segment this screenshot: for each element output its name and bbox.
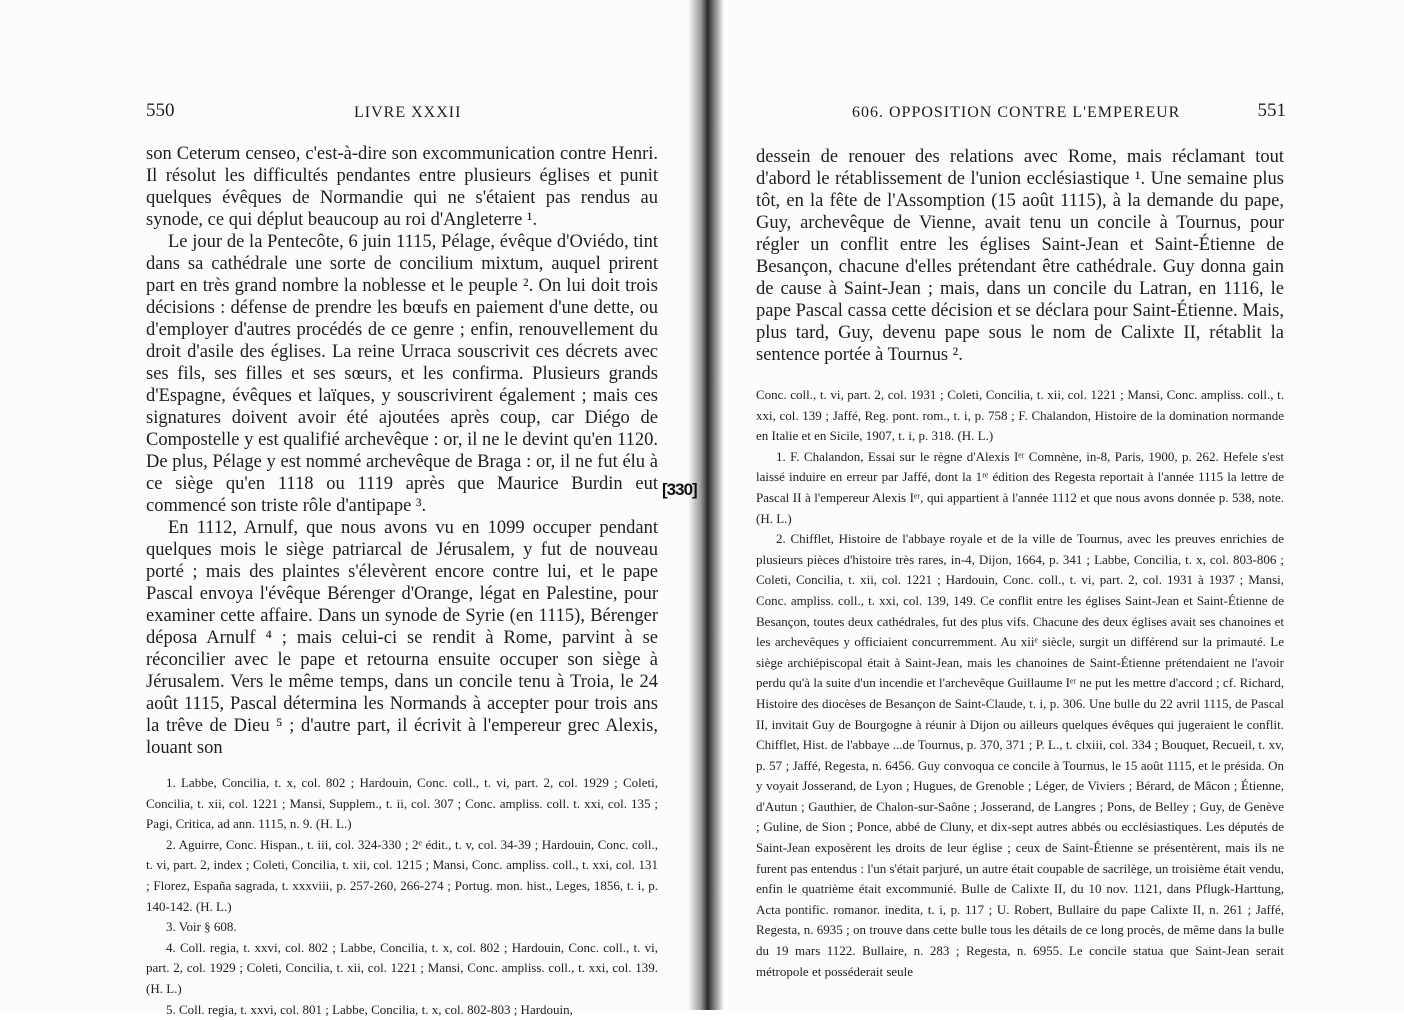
right-footnotes xyxy=(756,385,1284,982)
left-footnotes xyxy=(146,773,658,1020)
right-body-text xyxy=(756,146,1284,366)
right-page-number: 551 xyxy=(1257,100,1286,121)
left-page-number: 550 xyxy=(146,100,175,121)
left-footnote-4: 4. Coll. regia, t. xxvi, col. 802 ; Labbe, Concilia, t. x, col. 802 ; Hardouin, Conc. coll., t. vi, part. 2, col. 1929 ; Coleti, Concilia, t. xii, col. 1221 ; Mansi, Conc. ampliss. coll., t. xxi, col. 139. (H. L.) xyxy=(146,939,658,996)
right-running-title: 606. OPPOSITION CONTRE L'EMPEREUR xyxy=(852,104,1181,121)
left-paragraph-3: En 1112, Arnulf, que nous avons vu en 1099 occuper pendant quelques mois le siège patriarcal de Jérusalem, y fut de nouveau porté ; mais des plaintes s'élevèrent encore contre lui, et le pape Pascal envoya l'évêque Bérenger d'Orange, légat en Palestine, pour examiner cette affaire. Dans un synode de Syrie (en 1115), Bérenger déposa Arnulf ⁴ ; mais celui-ci se rendit à Rome, parvint à se réconcilier avec le pape et retourna ensuite occuper son siège à Jérusalem. Vers le même temps, dans un concile tenu à Troia, le 24 août 1115, Pascal détermina les Normands à accepter pour trois ans la trêve de Dieu ⁵ ; d'autre part, il écrivit à l'empereur grec Alexis, louant son xyxy=(146,518,658,758)
left-footnote-5: 5. Coll. regia, t. xxvi, col. 801 ; Labbe, Concilia, t. x, col. 802-803 ; Hardouin, xyxy=(166,1001,573,1017)
left-page-header xyxy=(146,100,666,126)
book-gutter xyxy=(688,0,724,1010)
left-running-title: LIVRE XXXII xyxy=(354,104,462,121)
left-footnote-2: 2. Aguirre, Conc. Hispan., t. iii, col. 324-330 ; 2ᵉ édit., t. v, col. 34-39 ; Hardouin, Conc. coll., t. vi, part. 2, index ; Coleti, Concilia, t. xii, col. 1215 ; Mansi, Conc. ampliss. coll., t. xxi, col. 131 ; Florez, España sagrada, t. xxxviii, p. 257-260, 266-274 ; Portug. mon. hist., Leges, 1856, t. i, p. 140-142. (H. L.) xyxy=(146,836,658,914)
right-page-header xyxy=(756,100,1286,126)
left-body-text xyxy=(146,143,658,759)
right-footnote-1: 1. F. Chalandon, Essai sur le règne d'Alexis Iᵉʳ Comnène, in-8, Paris, 1900, p. 262. Hefele s'est laissé induire en erreur par Jaffé, dont la 1ʳᵉ édition des Regesta reportait à l'année 1115 la lettre de Pascal II à l'empereur Alexis Iᵉʳ, qui appartient à l'année 1112 et que nous avons donnée p. 538, note. (H. L.) xyxy=(756,448,1284,526)
left-paragraph-2: Le jour de la Pentecôte, 6 juin 1115, Pélage, évêque d'Oviédo, tint dans sa cathédrale une sorte de concilium mixtum, auquel prirent part en très grand nombre la noblesse et le peuple ². On lui doit trois décisions : défense de prendre les bœufs en paiement d'une dette, ou d'employer d'autres procédés de ce genre ; enfin, renouvellement du droit d'asile des églises. La reine Urraca souscrivit ces décrets avec ses fils, ses filles et ses sœurs, et les confirma. Plusieurs grands d'Espagne, évêques et laïques, y souscrivirent également ; mais ces signatures doivent avoir été ajoutées après coup, car Diégo de Compostelle y est qualifié archevêque : or, il ne le devint qu'en 1120. De plus, Pélage y est nommé archevêque de Braga : or, il ne fut élu à ce siège qu'en 1118 ou 1119 après que Maurice Burdin eut commencé son triste rôle d'antipape ³. xyxy=(146,232,658,516)
right-footnote-2: 2. Chifflet, Histoire de l'abbaye royale et de la ville de Tournus, avec les preuves enrichies de plusieurs pièces d'histoire très rares, in-4, Dijon, 1664, p. 341 ; Labbe, Concilia, t. x, col. 803-806 ; Coleti, Concilia, t. xii, col. 1221 ; Hardouin, Conc. coll., t. vi, part. 2, col. 1931 à 1937 ; Mansi, Conc. ampliss. coll., t. xxi, col. 139, 149. Ce conflit entre les églises Saint-Jean et Saint-Étienne de Besançon, toutes deux cathédrales, fut des plus vifs. Chacune des deux églises avait ses chanoines et les archevêques y officiaient concurremment. Au xiiᵉ siècle, surgit un différend sur la primauté. Le siège archiépiscopal était à Saint-Jean, mais les chanoines de Saint-Étienne prétendaient ne l'avoir perdu qu'à la suite d'un incendie et l'archevêque Guillaume Iᵉʳ ne put les mettre d'accord ; cf. Richard, Histoire des diocèses de Besançon de Saint-Claude, t. i, p. 306. Une bulle du 22 avril 1115, de Pascal II, invitait Guy de Bourgogne à réunir à Dijon ou ailleurs quelques évêques qui jugeraient le conflit. Chifflet, Hist. de l'abbaye ...de Tournus, p. 370, 371 ; P. L., t. clxiii, col. 334 ; Bouquet, Recueil, t. xv, p. 57 ; Jaffé, Regesta, n. 6456. Guy convoqua ce concile à Tournus, le 15 août 1115, et le présida. On y voyait Josserand, de Lyon ; Hugues, de Grenoble ; Léger, de Viviers ; Bérard, de Mâcon ; Étienne, d'Autun ; Gauthier, de Chalon-sur-Saône ; Josserand, de Langres ; Pons, de Belley ; Guy, de Genève ; Guline, de Sion ; Ponce, abbé de Cluny, et dix-sept autres abbés ou ecclésiastiques. Les députés de Saint-Jean exposèrent les droits de leur église ; ceux de Saint-Étienne se présentèrent, mais ils ne furent pas entendus : l'un s'était parjuré, un autre était coupable de sacrilège, un troisième était vendu, enfin le quatrième était excommunié. Bulle de Calixte II, du 10 nov. 1121, dans Pflugk-Harttung, Acta pontific. romanor. inedita, t. i, p. 117 ; U. Robert, Bullaire du pape Calixte II, n. 261 ; Jaffé, Regesta, n. 6935 ; on trouve dans cette bulle tous les détails de ce long procès, de même dans la bulle du 19 mars 1122. Bullaire, n. 283 ; Regesta, n. 6955. Le concile statua que Saint-Jean serait métropole et posséderait seule xyxy=(756,531,1284,979)
right-paragraph-1: dessein de renouer des relations avec Rome, mais réclamant tout d'abord le rétablissement de l'union ecclésiastique ¹. Une semaine plus tôt, en la fête de l'Assomption (15 août 1115), à la demande du pape, Guy, archevêque de Vienne, avait tenu un concile à Tournus, pour régler un conflit entre les églises Saint-Jean et Saint-Étienne de Besançon, chacune d'elles prétendant être cathédrale. Guy donna gain de cause à Saint-Jean ; mais, dans un concile du Latran, en 1116, le pape Pascal cassa cette décision et se déclara pour Saint-Étienne. Mais, plus tard, Guy, devenu pape sous le nom de Calixte II, rétablit la sentence portée à Tournus ². xyxy=(756,147,1284,365)
right-page xyxy=(716,0,1404,1010)
left-footnote-1: 1. Labbe, Concilia, t. x, col. 802 ; Hardouin, Conc. coll., t. vi, part. 2, col. 1929 ; Coleti, Concilia, t. xii, col. 1221 ; Mansi, Supplem., t. ii, col. 307 ; Conc. ampliss. coll. t. xxi, col. 135 ; Pagi, Critica, ad ann. 1115, n. 9. (H. L.) xyxy=(146,775,658,832)
left-paragraph-1: son Ceterum censeo, c'est-à-dire son excommunication contre Henri. Il résolut les difficultés pendantes entre plusieurs églises et punit quelques évêques de Normandie qui ne s'étaient pas rendus au synode, ce qui déplut beaucoup au roi d'Angleterre ¹. xyxy=(146,144,658,230)
margin-reference: [330] xyxy=(662,480,697,499)
right-footnote-continued: Conc. coll., t. vi, part. 2, col. 1931 ; Coleti, Concilia, t. xii, col. 1221 ; Mansi, Conc. ampliss. coll., t. xxi, col. 139 ; Jaffé, Reg. pont. rom., t. i, p. 758 ; F. Chalandon, Histoire de la domination normande en Italie et en Sicile, 1907, t. i, p. 318. (H. L.) xyxy=(756,387,1284,444)
left-footnote-3: 3. Voir § 608. xyxy=(166,919,237,935)
